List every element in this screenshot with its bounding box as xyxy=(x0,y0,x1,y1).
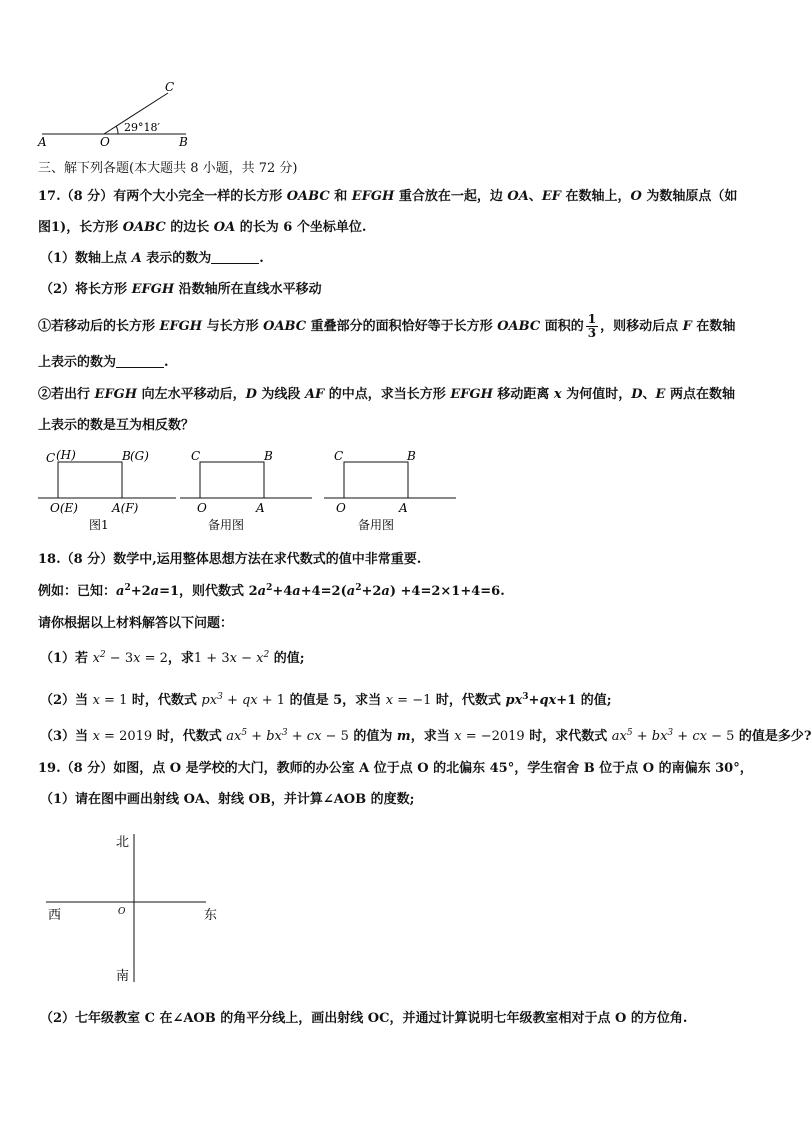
fig2-caption: 备用图 xyxy=(208,518,245,532)
fig3-label-b: B xyxy=(407,449,416,463)
label-origin: O xyxy=(118,907,126,917)
q17-intro-line1: 17.（8 分）有两个大小完全一样的长方形 OABC 和 EFGH 重合放在一起，边 OA、EF 在数轴上，O 为数轴原点（如 xyxy=(38,189,738,204)
q17-part1: （1）数轴上点 A 表示的数为 . xyxy=(40,251,264,266)
q17-intro-line2: 图1)，长方形 OABC 的边长 OA 的长为 6 个坐标单位. xyxy=(38,220,367,235)
label-a: A xyxy=(38,135,47,149)
q17-sub1: ①若移动后的长方形 EFGH 与长方形 OABC 重叠部分的面积恰好等于长方形 OABC 面积的 $\frac{1}{3}$ ，则移动后点 F 在数轴 xyxy=(38,312,736,340)
q18-part2: （2）当 x = 1 时，代数式 $px^3$ + qx + 1 的值是 5，求当 x = −1 时，代数式 $px^3+qx+1$ 的值; xyxy=(40,692,612,708)
figure-2 xyxy=(180,449,312,532)
q18-prompt: 请你根据以上材料解答以下问题： xyxy=(38,616,234,631)
label-c: C xyxy=(165,80,175,94)
q18-part3: （3）当 x = 2019 时，代数式 $ax^5 + bx^3$ + cx − 5 的值为 m，求当 x = −2019 时，求代数式 $ax^5 + bx^3$ + cx − 5 的值是多少? xyxy=(40,728,812,744)
label-o: O xyxy=(100,135,110,149)
q19-intro: 19.（8 分）如图，点 O 是学校的大门，教师的办公室 A 位于点 O 的北偏东 45°，学生宿舍 B 位于点 O 的南偏东 30°， xyxy=(38,761,753,776)
label-west: 西 xyxy=(48,908,62,923)
fig2-label-a: A xyxy=(256,501,265,515)
fig2-label-o: O xyxy=(197,501,207,515)
label-b: B xyxy=(179,135,188,149)
compass-figure xyxy=(40,826,240,996)
fig1-label-af: A(F) xyxy=(112,501,139,515)
fig3-label-a: A xyxy=(399,501,408,515)
angle-value: 29°18′ xyxy=(124,121,160,134)
label-east: 东 xyxy=(204,908,218,923)
fig3-label-o: O xyxy=(336,501,346,515)
fig1-label-c: C xyxy=(46,451,56,465)
fig2-label-b: B xyxy=(264,449,273,463)
figure-3 xyxy=(324,449,456,532)
fig2-label-c: C xyxy=(191,449,201,463)
q18-example: 例如：已知：$a^2+2a=1$，则代数式 $2a^2+4a+4=2(a^2+2a) +4=2\times 1+4=6$. xyxy=(38,583,505,599)
fraction-one-third: $\frac{1}{3}$ xyxy=(587,312,597,340)
fig1-caption: 图1 xyxy=(89,518,109,532)
angle-figure xyxy=(36,78,196,150)
q17-sub2-line2: 上表示的数是互为相反数？ xyxy=(38,418,195,433)
rectangle xyxy=(58,462,122,498)
q17-sub1-line2: 上表示的数为 . xyxy=(38,355,169,370)
label-north: 北 xyxy=(116,835,130,850)
q17-part2: （2）将长方形 EFGH 沿数轴所在直线水平移动 xyxy=(40,282,322,297)
q18-part1: （1）若 $x^2 - 3x = 2$，求$1 + 3x - x^2$ 的值; xyxy=(40,650,305,666)
angle-arc xyxy=(116,126,118,134)
q17-sub2: ②若出行 EFGH 向左水平移动后，D 为线段 AF 的中点，求当长方形 EFGH 移动距离 x 为何值时，D、E 两点在数轴 xyxy=(38,387,735,402)
label-south: 南 xyxy=(116,969,130,984)
q18-intro: 18.（8 分）数学中,运用整体思想方法在求代数式的值中非常重要. xyxy=(38,552,422,567)
section-heading: 三、解下列各题(本大题共 8 小题，共 72 分) xyxy=(38,161,298,176)
answer-blank[interactable] xyxy=(211,251,259,264)
fig1-label-h: (H) xyxy=(56,448,76,462)
q19-part2: （2）七年级教室 C 在∠AOB 的角平分线上，画出射线 OC，并通过计算说明七年级教室相对于点 O 的方位角. xyxy=(40,1011,688,1026)
fig1-label-b: B xyxy=(122,449,131,463)
fig3-caption: 备用图 xyxy=(358,518,395,532)
rectangle xyxy=(344,462,408,498)
q17-figures xyxy=(36,444,466,536)
rectangle xyxy=(200,462,264,498)
q19-part1: （1）请在图中画出射线 OA、射线 OB，并计算∠AOB 的度数; xyxy=(40,792,415,807)
figure-1 xyxy=(38,448,176,532)
fig1-label-g: (G) xyxy=(130,449,149,463)
fig1-label-oe: O(E) xyxy=(50,501,78,515)
answer-blank[interactable] xyxy=(116,355,164,368)
fig3-label-c: C xyxy=(334,449,344,463)
